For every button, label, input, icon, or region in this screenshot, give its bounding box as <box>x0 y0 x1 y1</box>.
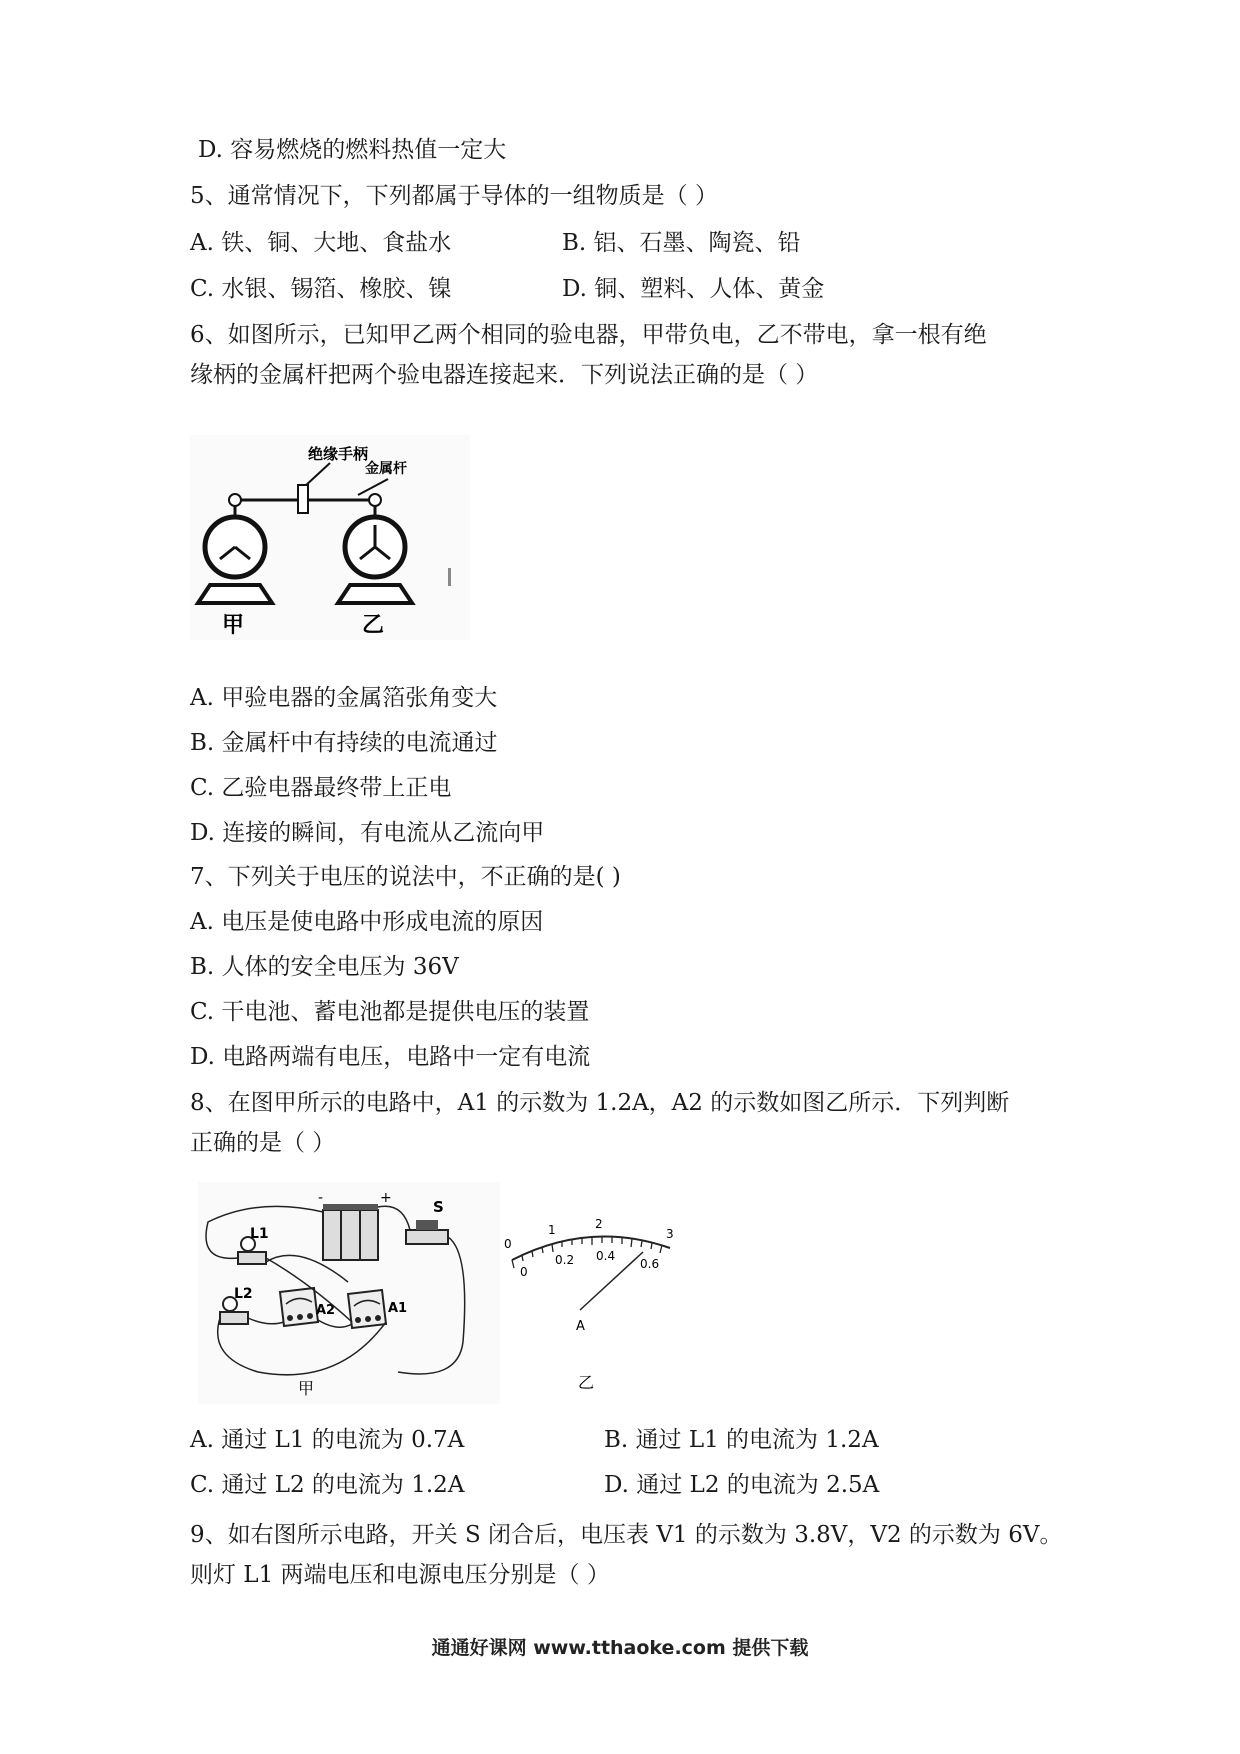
label-plus: + <box>380 1190 392 1206</box>
scale-bottom-02: 0.2 <box>555 1253 575 1267</box>
q5-stem: 5、通常情况下，下列都属于导体的一组物质是（ ） <box>190 183 718 209</box>
q6-option-c: C. 乙验电器最终带上正电 <box>190 775 452 801</box>
q6-option-a: A. 甲验电器的金属箔张角变大 <box>190 685 498 711</box>
q8-option-d: D. 通过 L2 的电流为 2.5A <box>604 1472 880 1498</box>
q5-option-b: B. 铝、石墨、陶瓷、铅 <box>562 230 801 256</box>
label-s: S <box>433 1198 444 1216</box>
handle-label: 绝缘手柄 <box>308 445 369 463</box>
scale-top-3: 3 <box>666 1227 674 1241</box>
label-jia-circuit: 甲 <box>298 1379 315 1398</box>
q9-stem-line2: 则灯 L1 两端电压和电源电压分别是（ ） <box>190 1562 610 1588</box>
stray-mark <box>448 568 451 586</box>
insulating-handle <box>298 485 308 513</box>
label-a1: A1 <box>388 1301 408 1316</box>
label-a2: A2 <box>316 1303 336 1318</box>
ammeter-dial-figure <box>500 1210 690 1390</box>
scale-bottom-0: 0 <box>520 1265 528 1279</box>
q7-option-b: B. 人体的安全电压为 36V <box>190 954 459 980</box>
ammeter-a2 <box>280 1288 318 1326</box>
q8-option-c: C. 通过 L2 的电流为 1.2A <box>190 1472 465 1498</box>
page-footer: 通通好课网 www.tthaoke.com 提供下载 <box>431 1637 809 1659</box>
q6-stem-line1: 6、如图所示，已知甲乙两个相同的验电器，甲带负电，乙不带电，拿一根有绝 <box>190 322 987 348</box>
scale-top-0: 0 <box>504 1237 512 1251</box>
q9-stem-line1: 9、如右图所示电路，开关 S 闭合后，电压表 V1 的示数为 3.8V，V2 的示数为 6V。 <box>190 1522 1063 1548</box>
q7-stem: 7、下列关于电压的说法中，不正确的是( ) <box>190 864 621 890</box>
circuit-figure <box>198 1182 500 1404</box>
q8-option-b: B. 通过 L1 的电流为 1.2A <box>604 1427 879 1453</box>
q8-stem-line1: 8、在图甲所示的电路中，A1 的示数为 1.2A，A2 的示数如图乙所示．下列判断 <box>190 1090 1010 1116</box>
q8-option-a: A. 通过 L1 的电流为 0.7A <box>190 1427 465 1453</box>
scale-top-1: 1 <box>548 1223 556 1237</box>
q6-option-d: D. 连接的瞬间，有电流从乙流向甲 <box>190 820 545 846</box>
label-l2: L2 <box>234 1286 253 1302</box>
scale-bottom-04: 0.4 <box>596 1249 616 1263</box>
q5-option-c: C. 水银、锡箔、橡胶、镍 <box>190 276 452 302</box>
scale-bottom-06: 0.6 <box>640 1257 660 1271</box>
q6-option-b: B. 金属杆中有持续的电流通过 <box>190 730 498 756</box>
meter-unit: A <box>576 1319 585 1334</box>
scale-top-2: 2 <box>595 1217 603 1231</box>
label-jia: 甲 <box>222 613 245 638</box>
label-yi-dial: 乙 <box>578 1373 595 1390</box>
label-minus: - <box>318 1190 324 1206</box>
q4-option-d: D. 容易燃烧的燃料热值一定大 <box>198 137 507 163</box>
q6-stem-line2: 缘柄的金属杆把两个验电器连接起来．下列说法正确的是（ ） <box>190 362 819 388</box>
label-yi: 乙 <box>362 613 385 638</box>
q7-option-d: D. 电路两端有电压，电路中一定有电流 <box>190 1044 591 1070</box>
ammeter-a1 <box>348 1290 386 1328</box>
rod-label: 金属杆 <box>365 461 407 477</box>
electroscope-figure <box>190 435 470 640</box>
q5-option-a: A. 铁、铜、大地、食盐水 <box>190 230 452 256</box>
q8-stem-line2: 正确的是（ ） <box>190 1130 336 1156</box>
q7-option-c: C. 干电池、蓄电池都是提供电压的装置 <box>190 999 590 1025</box>
q5-option-d: D. 铜、塑料、人体、黄金 <box>562 276 825 302</box>
q7-option-a: A. 电压是使电路中形成电流的原因 <box>190 909 544 935</box>
battery <box>323 1204 378 1260</box>
label-l1: L1 <box>250 1226 269 1242</box>
